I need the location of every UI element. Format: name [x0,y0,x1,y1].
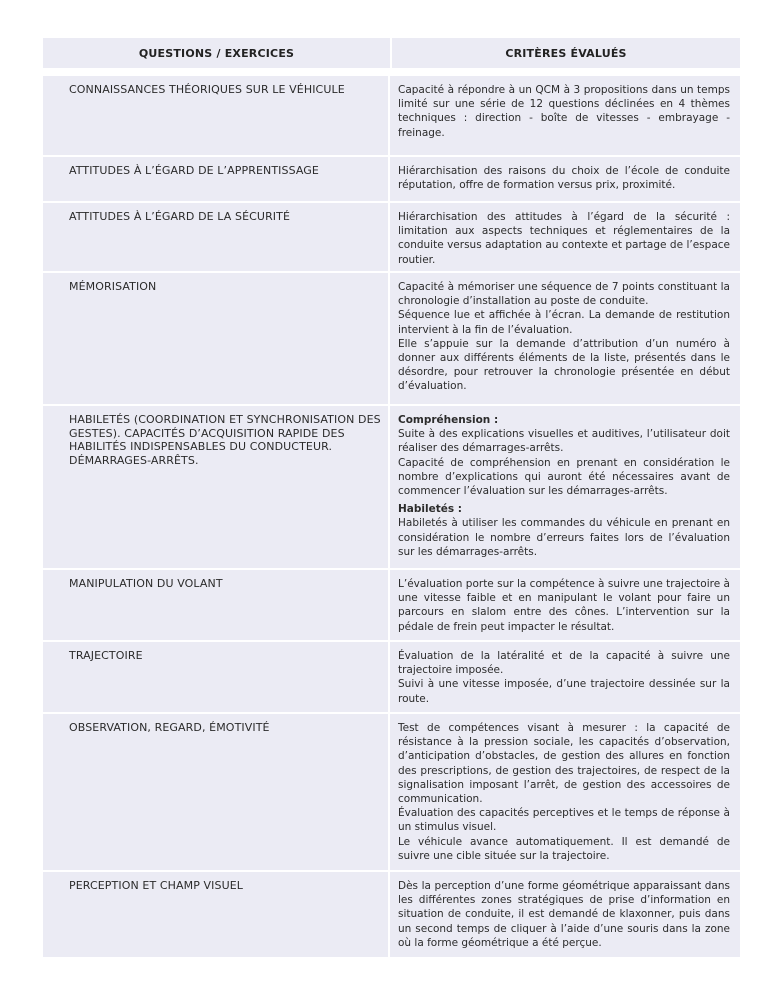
row-criteria [390,76,738,155]
header-criteria: CRITÈRES ÉVALUÉS [505,46,627,60]
row-question: OBSERVATION, REGARD, ÉMOTIVITÉ [43,714,390,870]
row-question: ATTITUDES À L’ÉGARD DE L’APPRENTISSAGE [43,157,390,201]
row-criteria [390,406,738,568]
row-criteria [390,642,738,712]
row-question: PERCEPTION ET CHAMP VISUEL [43,872,390,957]
criteria-text: Dès la perception d’une forme géométrique apparaissant dans les différentes zones stratégiques de prise d’information en situation de conduite, il est demandé de klaxonner, puis dans un second temps de cliquer à l’aide d’une souris dans la zone où la forme géométrique a été perçue. [398,880,730,949]
criteria-text: Test de compétences visant à mesurer : la capacité de résistance à la pression sociale, les capacités d’observation, d’anticipation d’obstacles, de gestion des allures en fonction des prescriptions, de gestion des trajectoires, de respect de la signalisation imposant l’arrêt, de gestion des accessoires de communication. [398,722,730,806]
table-header [43,38,740,68]
table-row [43,640,740,712]
criteria-text: Évaluation de la latéralité et de la capacité à suivre une trajectoire imposée. [398,650,730,677]
criteria-text: Suite à des explications visuelles et auditives, l’utilisateur doit réaliser des démarrages-arrêts. [398,428,730,455]
table-row [43,74,740,155]
criteria-text: Le véhicule avance automatiquement. Il est demandé de suivre une cible située sur la trajectoire. [398,835,730,862]
table-row [43,271,740,404]
evaluation-table [43,38,740,957]
criteria-text: Capacité de compréhension en prenant en considération le nombre d’explications qui auront été nécessaires avant de commencer l’évaluation sur les démarrages-arrêts. [398,456,730,498]
row-criteria [390,570,738,640]
criteria-text: Hiérarchisation des attitudes à l’égard de la sécurité : limitation aux aspects techniques et réglementaires de la conduite versus adaptation au contexte et partage de l’espace routier. [398,211,730,266]
criteria-text: Elle s’appuie sur la demande d’attribution d’un numéro à donner aux différents éléments de la liste, présentés dans le désordre, pour retrouver la chronologie présentée en début d’évaluation. [398,337,730,393]
criteria-text: Séquence lue et affichée à l’écran. La demande de restitution intervient à la fin de l’évaluation. [398,309,730,336]
table-row [43,568,740,640]
criteria-text: Capacité à répondre à un QCM à 3 propositions dans un temps limité sur une série de 12 questions déclinées en 4 thèmes techniques : direction - boîte de vitesses - embrayage - freinage. [398,84,730,139]
comprehension-label: Compréhension : [398,414,499,426]
row-criteria [390,203,738,271]
criteria-text: Hiérarchisation des raisons du choix de l’école de conduite réputation, offre de formation versus prix, proximité. [398,165,730,192]
row-criteria [390,157,738,201]
criteria-text: Suivi à une vitesse imposée, d’une trajectoire dessinée sur la route. [398,678,730,705]
table-row [43,870,740,957]
criteria-text: Capacité à mémoriser une séquence de 7 points constituant la chronologie d’installation au poste de conduite. [398,281,730,308]
row-question: MANIPULATION DU VOLANT [43,570,390,640]
criteria-text: Habiletés à utiliser les commandes du véhicule en prenant en considération le nombre d’erreurs faites lors de l’évaluation sur les démarrages-arrêts. [398,517,730,558]
criteria-text: L’évaluation porte sur la compétence à suivre une trajectoire à une vitesse faible et en manipulant le volant pour faire un parcours en slalom entre des cônes. L’intervention sur la pédale de frein peut impacter le résultat. [398,578,730,633]
row-criteria [390,273,738,404]
table-row [43,404,740,568]
table-row [43,201,740,271]
table-row [43,712,740,870]
row-question: HABILETÉS (COORDINATION ET SYNCHRONISATION DES GESTES). CAPACITÉS D’ACQUISITION RAPIDE DES HABILITÉS INDISPENSABLES DU CONDUCTEUR. DÉMARRAGES-ARRÊTS. [43,406,390,568]
criteria-text: Évaluation des capacités perceptives et le temps de réponse à un stimulus visuel. [398,807,730,834]
row-criteria [390,872,738,957]
habiletes-label: Habiletés : [398,503,462,516]
row-question: TRAJECTOIRE [43,642,390,712]
header-questions: QUESTIONS / EXERCICES [43,38,392,68]
row-question: CONNAISSANCES THÉORIQUES SUR LE VÉHICULE [43,76,390,155]
table-row [43,155,740,201]
row-question: ATTITUDES À L’ÉGARD DE LA SÉCURITÉ [43,203,390,271]
row-criteria [390,714,738,870]
row-question: MÉMORISATION [43,273,390,404]
